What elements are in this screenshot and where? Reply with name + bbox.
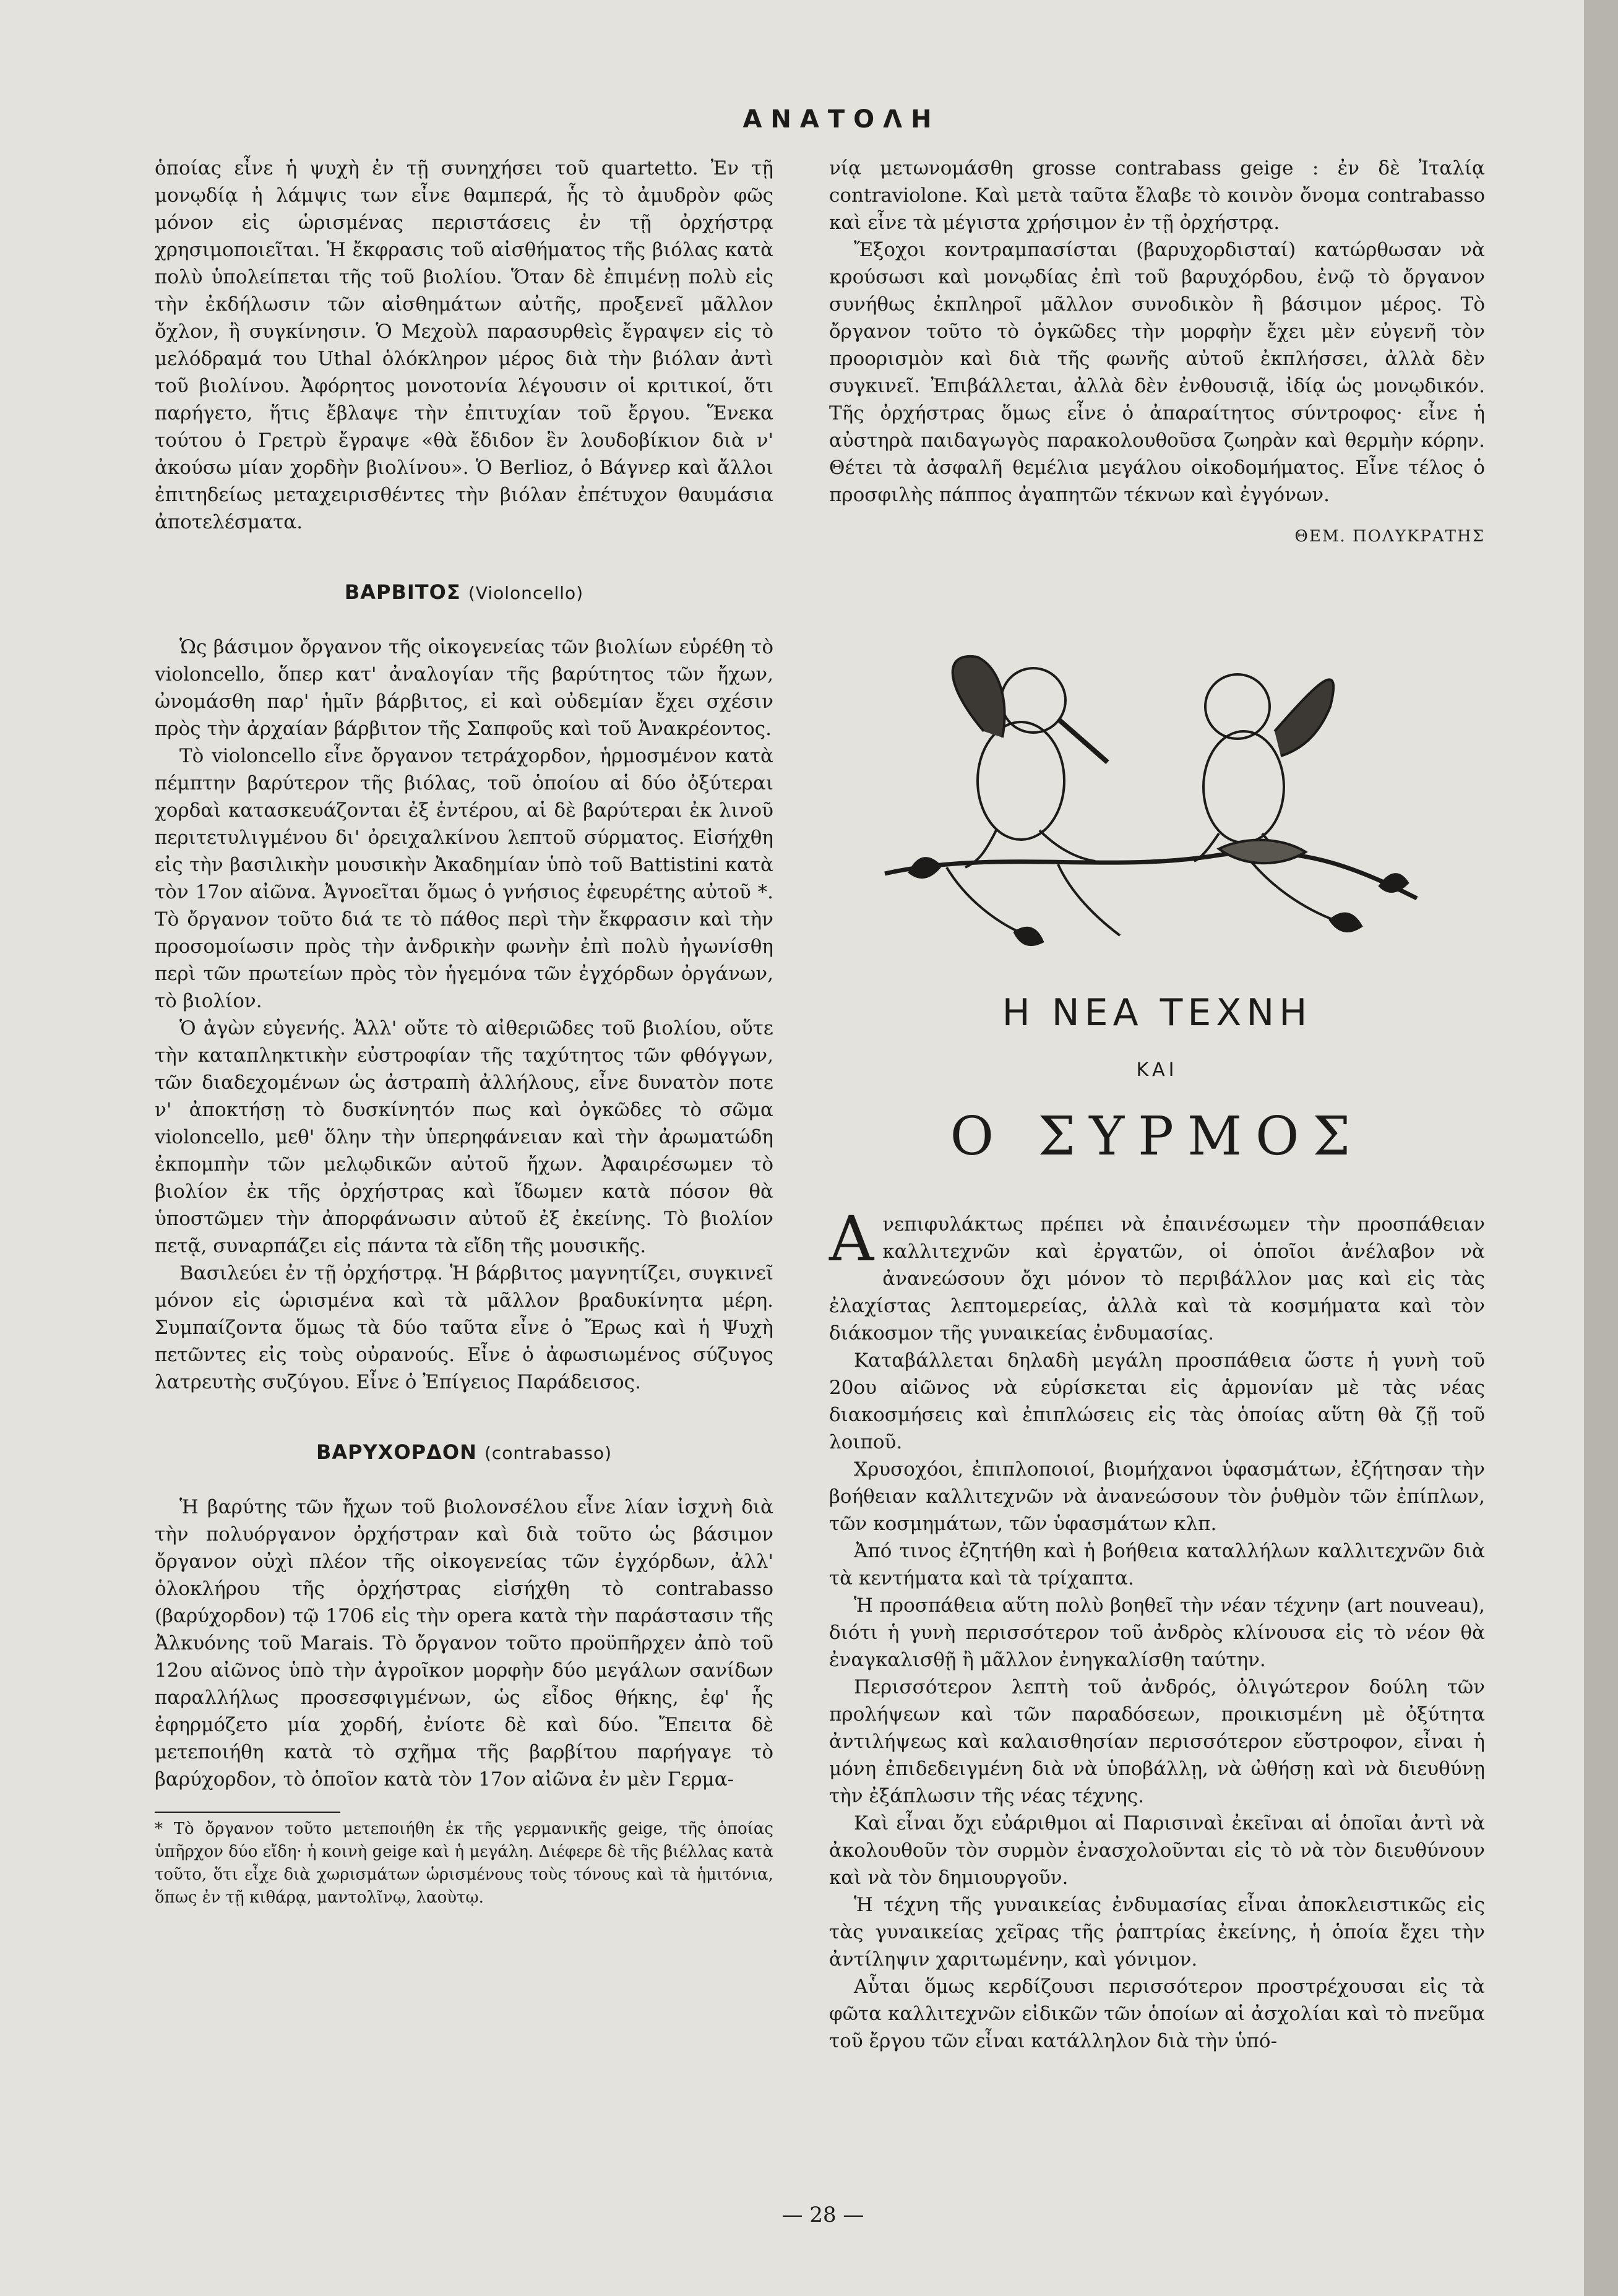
nest bbox=[1219, 840, 1306, 864]
continuation-paragraph: νίᾳ μετωνομάσθη grosse contrabass geige : ἐν δὲ Ἰταλίᾳ contraviolone. Καὶ μετὰ ταῦτα ἔλαβε τὸ κοινὸν ὄνομα contrabasso καὶ εἶνε τὰ μέγιστα χρήσιμον ἐν τῇ ὀρχήστρᾳ. bbox=[829, 157, 1485, 234]
article-paragraph: Αὗται ὅμως κερδίζουσι περισσότερον προστρέχουσαι εἰς τὰ φῶτα καλλιτεχνῶν εἰδικῶν τῶν ὁποίων αἱ ἀσχολίαι καὶ τὸ πνεῦμα τοῦ ἔργου τῶν εἶναι κατάλληλον διὰ τὴν ὑπό- bbox=[829, 1976, 1485, 2052]
left-column bbox=[155, 155, 773, 1909]
running-head: ΑΝΑΤΟΛΗ bbox=[742, 105, 940, 134]
right-cherub-head bbox=[1205, 674, 1270, 739]
paragraph: Ὡς βάσιμον ὄργανον τῆς οἰκογενείας τῶν βιολίων εὑρέθη τὸ violoncello, ὅπερ κατ' ἀναλογίαν τῆς βαρύτητος τῶν ἤχων, ὠνομάσθη παρ' ἡμῖν βάρβιτος, εἰ καὶ οὐδεμίαν ἔχει σχέσιν πρὸς τὴν ἀρχαίαν βάρβιτον τῆς Σαπφοῦς καὶ τοῦ Ἀνακρέοντος. bbox=[155, 636, 773, 740]
paragraph: Βασιλεύει ἐν τῇ ὀρχήστρᾳ. Ἡ βάρβιτος μαγνητίζει, συγκινεῖ μόνον εἰς ὡρισμένα καὶ τὰ μᾶλλον βραδυκίνητα μέρη. Συμπαίζοντα ὅμως τὰ δύο ταῦτα εἶνε ὁ Ἔρως καὶ ἡ Ψυχὴ πετῶντες εἰς τοὺς οὐρανούς. Εἶνε ὁ ἀφωσιωμένος σύζυγος λατρευτὴς συζύγου. Εἶνε ὁ Ἐπίγειος Παράδεισος. bbox=[155, 1262, 773, 1393]
section-subtitle: (contrabasso) bbox=[484, 1443, 612, 1463]
article-subtitle: Ο ΣΥΡΜΟΣ bbox=[950, 1106, 1364, 1167]
left-cherub-body bbox=[978, 722, 1064, 840]
section-heading-varychordon bbox=[155, 1440, 773, 1464]
continuation-paragraph: Ἔξοχοι κοντραμπασίσται (βαρυχορδισταί) κατώρθωσαν νὰ κρούσωσι καὶ μονῳδίας ἐπὶ τοῦ βαρυχόρδου, ἐνῷ τὸ ὄργανον συνήθως ἐκπληροῖ μᾶλλον συνοδικὸν ἢ βάσιμον μέρος. Τὸ ὄργανον τοῦτο τὸ ὀγκῶδες τὴν μορφὴν ἔχει μὲν εὐγενῆ τὸν προορισμὸν καὶ διὰ τῆς φωνῆς αὐτοῦ ἐκπλήσσει, ἀλλὰ δὲν συγκινεῖ. Ἐπιβάλλεται, ἀλλὰ δὲν ἐνθουσιᾷ, ἰδίᾳ ὡς μονῳδικόν. Τῆς ὀρχήστρας ὅμως εἶνε ὁ ἀπαραίτητος σύντροφος· εἶνε ἡ αὐστηρὰ παιδαγωγὸς παρακολουθοῦσα ζωηρὰν καὶ θερμὴν κόρην. Θέτει τὰ ἀσφαλῆ θεμέλια μεγάλου οἰκοδομήματος. Εἶνε τέλος ὁ προσφιλὴς πάππος ἀγαπητῶν τέκνων καὶ ἐγγόνων. bbox=[829, 239, 1485, 506]
section-title: ΒΑΡΒΙΤΟΣ bbox=[344, 580, 461, 604]
paragraph: Ἡ βαρύτης τῶν ἤχων τοῦ βιολονσέλου εἶνε λίαν ἰσχνὴ διὰ τὴν πολυόργανον ὀρχήστραν καὶ διὰ τοῦτο ὡς βάσιμον ὄργανον οὐχὶ πλέον τῆς οἰκογενείας τῶν ἐγχόρδων, ἀλλ' ὁλοκλήρου τῆς ὀρχήστρας εἰσήχθη τὸ contrabasso (βαρύχορδον) τῷ 1706 εἰς τὴν opera κατὰ τὴν παράστασιν τῆς Ἀλκυόνης τοῦ Marais. Τὸ ὄργανον τοῦτο προϋπῆρχεν ἀπὸ τοῦ 12ου αἰῶνος ὑπὸ τὴν ἀγροῖκον μορφὴν δύο μεγάλων σανίδων παραλλήλως προσεσφιγμένων, ὡς εἶδος θήκης, ἐφ' ἧς ἐφηρμόζετο μία χορδή, ἐνίοτε δὲ καὶ δύο. Ἔπειτα δὲ μετεποιήθη κατὰ τὸ σχῆμα τῆς βαρβίτου παρήγαγε τὸ βαρύχορδον, τὸ ὁποῖον κατὰ τὸν 17ον αἰῶνα ἐν μὲν Γερμα- bbox=[155, 1496, 773, 1791]
section-heading-varvitos bbox=[155, 580, 773, 604]
twig bbox=[1058, 864, 1120, 935]
article-paragraph: Ἡ τέχνη τῆς γυναικείας ἐνδυμασίας εἶναι ἀποκλειστικῶς εἰς τὰς γυναικείας χεῖρας τῆς ῥαπτρίας ἐκείνης, ἡ ὁποία ἔχει τὴν ἀντίληψιν χαριτωμένην, καὶ γόνιμον. bbox=[829, 1894, 1485, 1971]
article-paragraph: Ἡ προσπάθεια αὕτη πολὺ βοηθεῖ τὴν νέαν τέχνην (art nouveau), διότι ἡ γυνὴ περισσότερον τοῦ ἀνδρὸς κλίνουσα εἰς τὸ νέον θὰ ἐναγκαλισθῇ ἢ μᾶλλον ἐνηγκαλίσθη ταύτην. bbox=[829, 1594, 1485, 1671]
paragraph: Τὸ violoncello εἶνε ὄργανον τετράχορδον, ἡρμοσμένον κατὰ πέμπτην βαρύτερον τῆς βιόλας, τοῦ ὁποίου αἱ δύο ὀξύτεραι χορδαὶ κατασκευάζονται ἐξ ἐντέρου, αἱ δὲ βαρύτεραι ἐκ λινοῦ περιτετυλιγμένου δι' ὀρειχαλκίνου λεπτοῦ σύρματος. Εἰσήχθη εἰς τὴν βασιλικὴν μουσικὴν Ἀκαδημίαν ὑπὸ τοῦ Battistini κατὰ τὸν 17ον αἰῶνα. Ἀγνοεῖται ὅμως ὁ γνήσιος ἐφευρέτης αὐτοῦ *. Τὸ ὄργανον τοῦτο διά τε τὸ πάθος περὶ τὴν ἔκφρασιν καὶ τὴν προσομοίωσιν πρὸς τὴν ἀνδρικὴν φωνὴν ἐπὶ πολὺ ἠγωνίσθη περὶ τῶν πρωτείων πρὸς τὸν ἡγεμόνα τῶν ἐγχόρδων ὀργάνων, τὸ βιολίον. bbox=[155, 745, 773, 1012]
drop-cap: Α bbox=[829, 1203, 874, 1275]
page-number: — 28 — bbox=[781, 2203, 864, 2227]
page-edge-shadow bbox=[1584, 0, 1618, 2296]
section-subtitle: (Violoncello) bbox=[468, 583, 584, 603]
leaf bbox=[1330, 914, 1361, 931]
article-first-paragraph: νεπιφυλάκτως πρέπει νὰ ἐπαινέσωμεν τὴν προσπάθειαν καλλιτεχνῶν καὶ ἐργατῶν, οἱ ὁποῖοι ἀνέλαβον νὰ ἀνανεώσουν ὄχι μόνον τὸ περιβάλλον μας καὶ εἰς τὰς ἐλαχίστας λεπτομερείας, ἀλλὰ καὶ τὰ κοσμήματα καὶ τὸν διάκοσμον τῆς γυναικείας ἐνδυμασίας. bbox=[829, 1213, 1485, 1344]
right-cherub-wing bbox=[1275, 679, 1333, 756]
right-cherub-body bbox=[1203, 731, 1284, 843]
article-and: ΚΑΙ bbox=[1136, 1059, 1178, 1081]
article-paragraph: Καὶ εἶναι ὄχι εὐάριθμοι αἱ Παρισιναὶ ἐκεῖναι αἱ ὁποῖαι ἀντὶ νὰ ἀκολουθοῦν τὸν συρμὸν ἐνασχολοῦνται εἰς τὸ νὰ τὸν διευθύνουν καὶ νὰ τὸν δημιουργοῦν. bbox=[829, 1812, 1485, 1889]
leaf bbox=[910, 858, 940, 877]
author-signature: ΘΕΜ. ΠΟΛΥΚΡΑΤΗΣ bbox=[1294, 527, 1485, 546]
article-paragraph: Καταβάλλεται δηλαδὴ μεγάλη προσπάθεια ὥστε ἡ γυνὴ τοῦ 20ου αἰῶνος νὰ εὑρίσκεται εἰς ἁρμονίαν μὲ τὰς νέας διακοσμήσεις καὶ ἐπιπλώσεις εἰς τὰς ὁποίας αὕτη θὰ ζῇ τοῦ λοιποῦ. bbox=[829, 1349, 1485, 1453]
leaf bbox=[1380, 874, 1408, 892]
article-paragraph: Περισσότερον λεπτὴ τοῦ ἀνδρός, ὀλιγώτερον δούλη τῶν προλήψεων καὶ τῶν παραδόσεων, προικισμένη μὲ ὀξύτητα ἀντιλήψεως καὶ καλαισθησίαν περισσότερον εὔστροφον, εἶναι ἡ μόνη ἐπιδεδειγμένη διὰ νὰ ὑποβάλλῃ, νὰ ὠθήσῃ καὶ νὰ διευθύνῃ τὴν ἐξάπλωσιν τῆς νέας τέχνης. bbox=[829, 1676, 1485, 1807]
footnote-rule bbox=[155, 1812, 773, 1909]
paragraph: Ὁ ἀγὼν εὐγενής. Ἀλλ' οὔτε τὸ αἰθεριῶδες τοῦ βιολίου, οὔτε τὴν καταπληκτικὴν εὐστροφίαν τῆς ταχύτητος τῶν φθόγγων, τῶν διαδεχομένων ὡς ἀστραπὴ ἀλλήλους, εἶνε δυνατὸν ποτε ν' ἀποκτήσῃ τὸ δυσκίνητόν πως καὶ ὀγκῶδες τὸ σῶμα violoncello, μεθ' ὅλην τὴν ὑπερηφάνειαν καὶ τὴν ἀρωματώδη ἐκπομπὴν τῶν μελῳδικῶν αὐτοῦ ἤχων. Ἀφαιρέσωμεν τὸ βιολίον ἐκ τῆς ὀρχήστρας καὶ ἴδωμεν κατὰ πόσον θὰ ὑποστῶμεν τὴν ἀπορφάνωσιν αὐτοῦ ἐξ ἐκείνης. Τὸ βιολίον πετᾷ, συναρπάζει εἰς πάντα τὰ εἴδη τῆς μουσικῆς. bbox=[155, 1017, 773, 1257]
right-column bbox=[829, 155, 1485, 2055]
article-paragraph: Χρυσοχόοι, ἐπιπλοποιοί, βιομήχανοι ὑφασμάτων, ἐζήτησαν τὴν βοήθειαν καλλιτεχνῶν νὰ ἀνανεώσουν τὸν ῥυθμὸν τῶν ἐπίπλων, τῶν κοσμημάτων, τῶν ὑφασμάτων κλπ. bbox=[829, 1458, 1485, 1535]
article-paragraph: Ἀπό τινος ἐζητήθη καὶ ἡ βοήθεια καταλλήλων καλλιτεχνῶν διὰ τὰ κεντήματα καὶ τὰ τρίχαπτα. bbox=[829, 1540, 1485, 1589]
article-title: Η ΝΕΑ ΤΕΧΝΗ bbox=[1002, 991, 1312, 1034]
flute bbox=[1058, 719, 1108, 762]
left-cherub-head bbox=[1001, 668, 1065, 733]
left-cherub-wing bbox=[953, 656, 1005, 737]
section-title: ΒΑΡΥΧΟΡΔΟΝ bbox=[316, 1440, 477, 1464]
cherubs-illustration bbox=[872, 614, 1429, 960]
footnote: * Τὸ ὄργανον τοῦτο μετεποιήθη ἐκ τῆς γερμανικῆς geige, τῆς ὁποίας ὑπῆρχον δύο εἴδη· ἡ κοινὴ geige καὶ ἡ μεγάλη. Διέφερε δὲ τῆς βιέλλας κατὰ τοῦτο, ὅτι εἶχε διὰ χωρισμάτων ὡρισμένους τοὺς τόνους καὶ τὰ ἡμιτόνια, ὅπως ἐν τῇ κιθάρᾳ, μαντολῖνῳ, λαοὺτῳ. bbox=[155, 1820, 773, 1907]
intro-paragraph: ὁποίας εἶνε ἡ ψυχὴ ἐν τῇ συνηχήσει τοῦ quartetto. Ἐν τῇ μονῳδίᾳ ἡ λάμψις των εἶνε θαμπερά, ἧς τὸ ἀμυδρὸν φῶς μόνον εἰς ὡρισμένας περιστάσεις ἐν τῇ ὀρχήστρᾳ χρησιμοποιεῖται. Ἡ ἔκφρασις τοῦ αἰσθήματος τῆς βιόλας κατὰ πολὺ ὑπολείπεται τῆς τοῦ βιολίου. Ὅταν δὲ ἐπιμένῃ πολὺ εἰς τὴν ἐκδήλωσιν τῶν αἰσθημάτων αὐτῆς, προξενεῖ μᾶλλον ὄχλον, ἢ συγκίνησιν. Ὁ Μεχοὺλ παρασυρθεὶς ἔγραψεν εἰς τὸ μελόδραμά του Uthal ὁλόκληρον μέρος διὰ τὴν βιόλαν ἀντὶ τοῦ βιολίνου. Ἀφόρητος μονοτονία λέγουσιν οἱ κριτικοί, ὅτι παρήγετο, ἥτις ἔβλαψε τὴν ἐπιτυχίαν τοῦ ἔργου. Ἕνεκα τούτου ὁ Γρετρὺ ἔγραψε «θὰ ἔδιδον ἓν λουδοβίκιον διὰ ν' ἀκούσω μίαν χορδὴν βιολίνου». Ὁ Berlioz, ὁ Βάγνερ καὶ ἄλλοι ἐπιτηδείως μεταχειρισθέντες τὴν βιόλαν ἐπέτυχον θαυμάσια ἀποτελέσματα. bbox=[155, 157, 773, 533]
leaf bbox=[1015, 928, 1043, 945]
article-opening bbox=[829, 1203, 1485, 1347]
twig bbox=[947, 867, 1027, 935]
